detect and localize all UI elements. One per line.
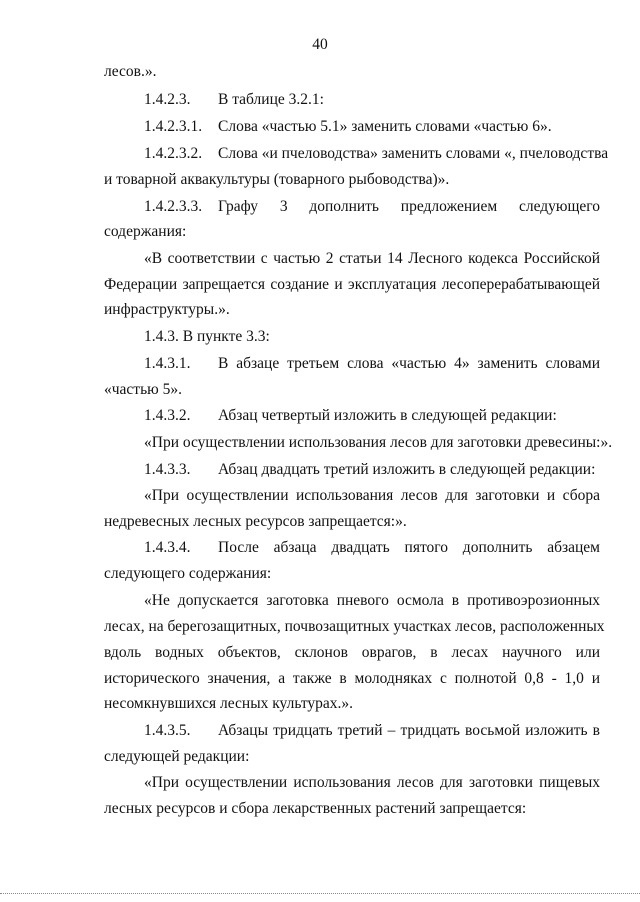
- text-line: «В соответствии с частью 2 статьи 14 Лесного кодекса Российской: [144, 250, 600, 267]
- text-line: В абзаце третьем слова «частью 4» заменить словами: [218, 355, 600, 372]
- page-bottom-rule: [0, 893, 640, 894]
- text-line: лесах, на берегозащитных, почвозащитных участках лесов, расположенных: [104, 618, 605, 635]
- text-line: лесных ресурсов и сбора лекарственных растений запрещается:: [104, 800, 527, 817]
- text-line: Абзацы тридцать третий – тридцать восьмой изложить в: [218, 722, 600, 739]
- text-line: Абзац четвертый изложить в следующей редакции:: [218, 407, 557, 424]
- text-line: Графу 3 дополнить предложением следующего: [218, 198, 600, 215]
- text-line: 1.4.2.3.1.: [144, 118, 203, 135]
- text-line: несомкнувшихся лесных культурах.».: [104, 695, 354, 712]
- text-line: «При осуществлении использования лесов для заготовки древесины:».: [144, 434, 613, 451]
- text-line: 1.4.3.4.: [144, 539, 191, 556]
- text-line: 1.4.3. В пункте 3.3:: [144, 328, 270, 345]
- text-line: исторического значения, а также в молодняках с полнотой 0,8 - 1,0 и: [104, 670, 600, 687]
- text-line: инфраструктуры.».: [104, 301, 230, 318]
- page-number: 40: [312, 36, 328, 53]
- text-line: 1.4.2.3.3.: [144, 198, 203, 215]
- text-line: «При осуществлении использования лесов для заготовки и сбора: [144, 487, 600, 504]
- text-line: содержания:: [104, 223, 187, 240]
- text-line: Абзац двадцать третий изложить в следующей редакции:: [218, 461, 596, 478]
- text-line: следующего содержания:: [104, 565, 272, 582]
- text-line: Федерации запрещается создание и эксплуатация лесоперерабатывающей: [104, 276, 600, 293]
- text-line: 1.4.3.5.: [144, 722, 191, 739]
- text-line: и товарной аквакультуры (товарного рыбоводства)».: [104, 171, 450, 188]
- text-line: недревесных лесных ресурсов запрещается:».: [104, 513, 407, 530]
- text-line: 1.4.2.3.: [144, 91, 191, 108]
- text-line: Слова «и пчеловодства» заменить словами «, пчеловодства: [218, 145, 609, 162]
- text-line: лесов.».: [104, 63, 157, 80]
- text-line: 1.4.2.3.2.: [144, 145, 203, 162]
- text-line: следующей редакции:: [104, 748, 250, 765]
- text-line: 1.4.3.3.: [144, 461, 191, 478]
- text-line: Слова «частью 5.1» заменить словами «частью 6».: [218, 118, 552, 135]
- text-line: «Не допускается заготовка пневого осмола в противоэрозионных: [144, 592, 600, 609]
- text-line: После абзаца двадцать пятого дополнить абзацем: [218, 539, 600, 556]
- text-line: В таблице 3.2.1:: [218, 91, 324, 108]
- text-line: «При осуществлении использования лесов для заготовки пищевых: [144, 774, 600, 791]
- text-line: вдоль водных объектов, склонов оврагов, в лесах научного или: [104, 644, 600, 661]
- text-line: 1.4.3.1.: [144, 355, 191, 372]
- text-line: 1.4.3.2.: [144, 407, 191, 424]
- text-line: «частью 5».: [104, 381, 182, 398]
